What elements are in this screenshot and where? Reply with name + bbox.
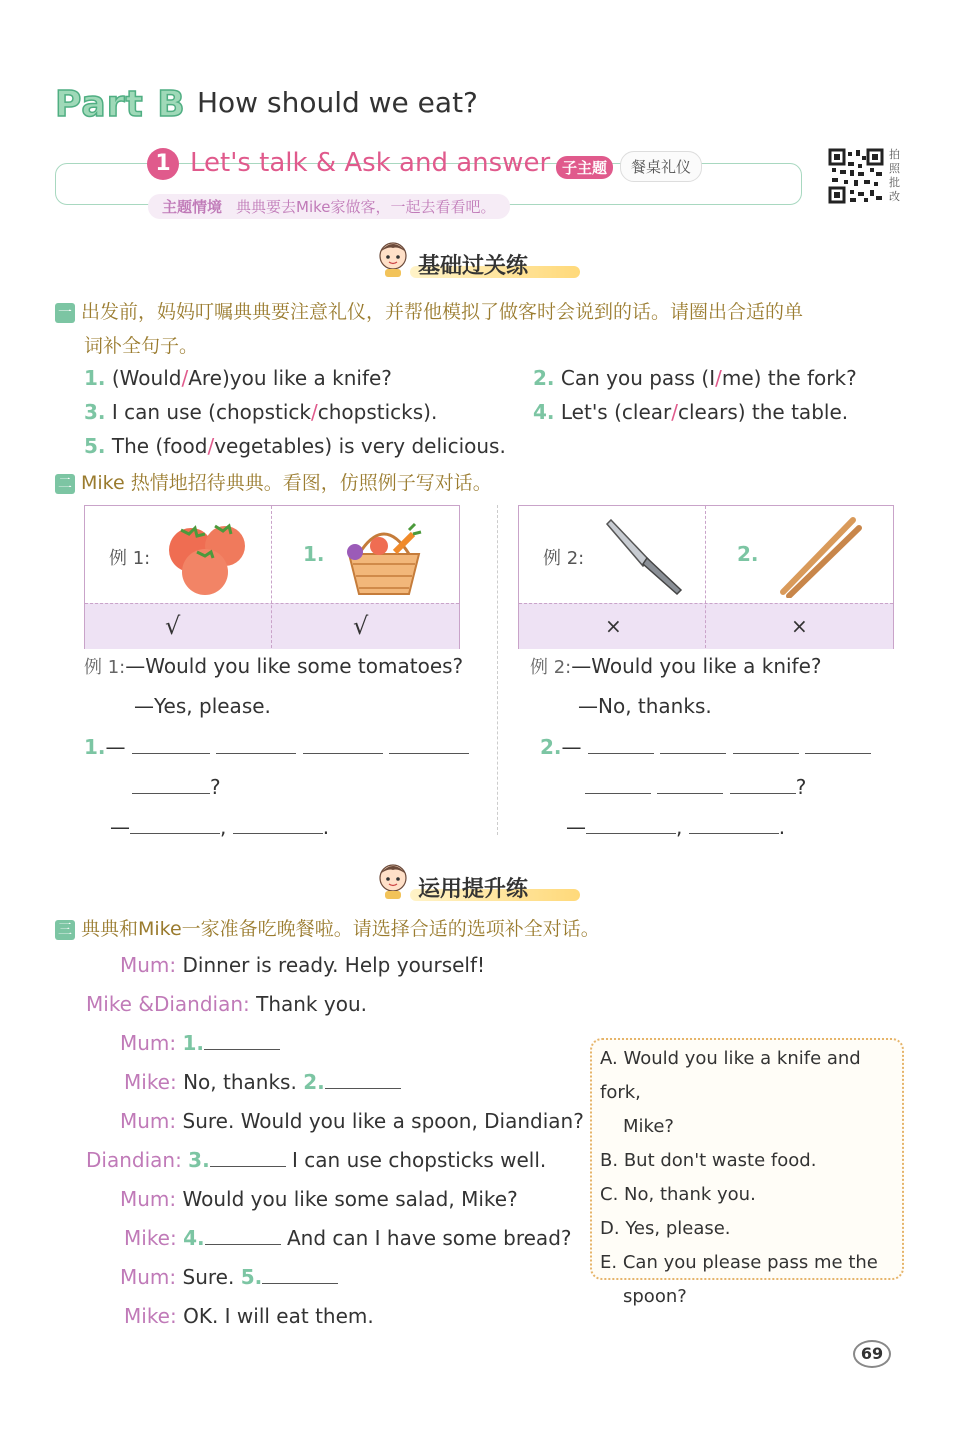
choice-b[interactable]: vegetables xyxy=(214,434,325,458)
cross-mark-1: × xyxy=(605,614,622,638)
scene-tag: 主题情境 xyxy=(162,198,223,216)
blank[interactable] xyxy=(689,833,779,834)
blank[interactable] xyxy=(588,753,654,754)
section-number: 1 xyxy=(147,148,179,180)
blank[interactable] xyxy=(130,833,220,834)
page-title: How should we eat? xyxy=(197,86,478,119)
q1-item-4: 4. Let's (clear/clears) the table. xyxy=(533,400,849,424)
item1-label: 1. xyxy=(303,542,325,566)
dialog-line-5: Mum: Sure. Would you like a spoon, Diandian? xyxy=(120,1109,584,1133)
option-b: B. But don't waste food. xyxy=(600,1150,817,1171)
qr-caption: 拍照批改 xyxy=(889,148,900,203)
option-a: A. Would you like a knife and fork, xyxy=(600,1048,861,1103)
answer2-line2: ? xyxy=(585,775,806,799)
item-number: 4. xyxy=(533,400,555,424)
column-divider xyxy=(497,505,498,835)
answer1-line2: ? xyxy=(132,775,221,799)
answer1-line3: — , . xyxy=(110,815,330,839)
tomatoes-icon xyxy=(163,516,255,598)
child-mascot-icon xyxy=(376,240,410,278)
choice-a[interactable]: clear xyxy=(621,400,672,424)
item-text: ) the table. xyxy=(737,400,849,424)
blank[interactable] xyxy=(733,753,799,754)
example1-dialog-2: —Yes, please. xyxy=(134,694,271,718)
item-text: ) the fork? xyxy=(753,366,857,390)
option-e: E. Can you please pass me the xyxy=(600,1252,878,1273)
example2-label: 例 2: xyxy=(543,548,585,569)
blank[interactable] xyxy=(216,753,296,754)
scene-banner xyxy=(148,194,510,219)
chopsticks-icon xyxy=(777,516,863,598)
q1-number: 一 xyxy=(55,303,75,323)
choice-a[interactable]: (Would xyxy=(111,366,182,390)
choice-b[interactable]: chopsticks xyxy=(317,400,424,424)
page-number: 69 xyxy=(853,1340,891,1368)
blank[interactable] xyxy=(132,753,210,754)
dialog-line-10: Mike: OK. I will eat them. xyxy=(124,1304,374,1328)
blank[interactable] xyxy=(660,753,726,754)
q1-instruction-text: 出发前，妈妈叮嘱典典要注意礼仪，并帮他模拟了做客时会说到的话。请圈出合适的单 xyxy=(81,301,804,323)
q1-item-1: 1. (Would/Are)you like a knife? xyxy=(84,366,392,390)
item-text: Can you pass ( xyxy=(560,366,710,390)
item-text: you like a knife? xyxy=(229,366,392,390)
dialog-line-7: Mum: Would you like some salad, Mike? xyxy=(120,1187,518,1211)
subtopic: 餐桌礼仪 xyxy=(620,151,702,182)
item2-label: 2. xyxy=(737,542,759,566)
q1-item-3: 3. I can use (chopstick/chopsticks). xyxy=(84,400,438,424)
knife-icon xyxy=(605,514,685,598)
example2-dialog-1: 例 2:—Would you like a knife? xyxy=(530,654,822,678)
child-mascot-icon xyxy=(376,862,410,900)
answer2-line1: 2.— xyxy=(540,735,871,759)
dialog-line-1: Mum: Dinner is ready. Help yourself! xyxy=(120,953,486,977)
part-label: Part B xyxy=(55,84,186,125)
dialog-line-3: Mum: 1. xyxy=(120,1031,280,1055)
q1-item-5: 5. The (food/vegetables) is very delicious. xyxy=(84,434,506,458)
section-heading-advanced: 运用提升练 xyxy=(418,877,529,902)
subtopic-tag: 子主题 xyxy=(556,156,613,179)
dialog-line-8: Mike: 4. And can I have some bread? xyxy=(124,1226,572,1250)
q1-item-2: 2. Can you pass (I/me) the fork? xyxy=(533,366,857,390)
section-heading-basic: 基础过关练 xyxy=(418,254,529,279)
check-mark-1: √ xyxy=(165,612,181,640)
item-text: I can use ( xyxy=(111,400,216,424)
answer2-line3: — , . xyxy=(566,815,786,839)
qr-code-icon[interactable] xyxy=(828,148,884,204)
option-a-cont: Mike? xyxy=(623,1116,674,1137)
blank[interactable] xyxy=(325,1088,401,1089)
blank[interactable] xyxy=(205,1244,281,1245)
dialog-line-2: Mike &Diandian: Thank you. xyxy=(86,992,367,1016)
dialog-line-6: Diandian: 3. I can use chopsticks well. xyxy=(86,1148,547,1172)
picture-table-right xyxy=(518,505,894,649)
option-e-cont: spoon? xyxy=(623,1286,687,1307)
blank[interactable] xyxy=(233,833,323,834)
choice-a[interactable]: chopstick xyxy=(215,400,311,424)
answer1-line1: 1.— xyxy=(84,735,469,759)
item-number: 1. xyxy=(84,366,106,390)
vegetable-basket-icon xyxy=(339,518,429,598)
blank[interactable] xyxy=(805,753,871,754)
option-d: D. Yes, please. xyxy=(600,1218,731,1239)
check-mark-2: √ xyxy=(353,612,369,640)
blank[interactable] xyxy=(132,793,210,794)
blank[interactable] xyxy=(586,833,676,834)
options-box xyxy=(590,1038,904,1307)
blank[interactable] xyxy=(389,753,469,754)
dialog-line-4: Mike: No, thanks. 2. xyxy=(124,1070,401,1094)
item-text: Let's ( xyxy=(560,400,622,424)
choice-b[interactable]: Are) xyxy=(188,366,230,390)
q1-instruction-line2: 词补全句子。 xyxy=(84,335,199,357)
section-title: Let's talk & Ask and answer xyxy=(190,148,551,178)
option-c: C. No, thank you. xyxy=(600,1184,756,1205)
item-text: ). xyxy=(423,400,438,424)
item-number: 2. xyxy=(533,366,555,390)
q2-instruction-text: Mike 热情地招待典典。看图，仿照例子写对话。 xyxy=(81,472,492,494)
q3-instruction xyxy=(55,914,600,941)
item-text: The ( xyxy=(111,434,164,458)
blank[interactable] xyxy=(303,753,383,754)
choice-b[interactable]: me xyxy=(721,366,754,390)
blank[interactable] xyxy=(204,1049,280,1050)
example1-dialog-1: 例 1:—Would you like some tomatoes? xyxy=(84,654,464,678)
q3-number: 三 xyxy=(55,920,75,940)
item-number: 5. xyxy=(84,434,106,458)
blank[interactable] xyxy=(210,1166,286,1167)
cross-mark-2: × xyxy=(791,614,808,638)
example1-label: 例 1: xyxy=(109,548,151,569)
blank[interactable] xyxy=(730,793,796,794)
choice-b[interactable]: clears xyxy=(677,400,738,424)
q1-instruction xyxy=(55,297,915,324)
dialog-line-9: Mum: Sure. 5. xyxy=(120,1265,338,1289)
q3-instruction-text: 典典和Mike一家准备吃晚餐啦。请选择合适的选项补全对话。 xyxy=(81,918,600,940)
blank[interactable] xyxy=(585,793,651,794)
item-text: ) is very delicious. xyxy=(324,434,506,458)
choice-a[interactable]: I xyxy=(709,366,716,390)
blank[interactable] xyxy=(262,1283,338,1284)
item-number: 3. xyxy=(84,400,106,424)
choice-a[interactable]: food xyxy=(163,434,208,458)
example2-dialog-2: —No, thanks. xyxy=(578,694,712,718)
blank[interactable] xyxy=(657,793,723,794)
q2-number: 二 xyxy=(55,474,75,494)
scene-text: 典典要去Mike家做客，一起去看看吧。 xyxy=(236,198,496,216)
picture-table-left xyxy=(84,505,460,649)
q2-instruction xyxy=(55,468,492,495)
